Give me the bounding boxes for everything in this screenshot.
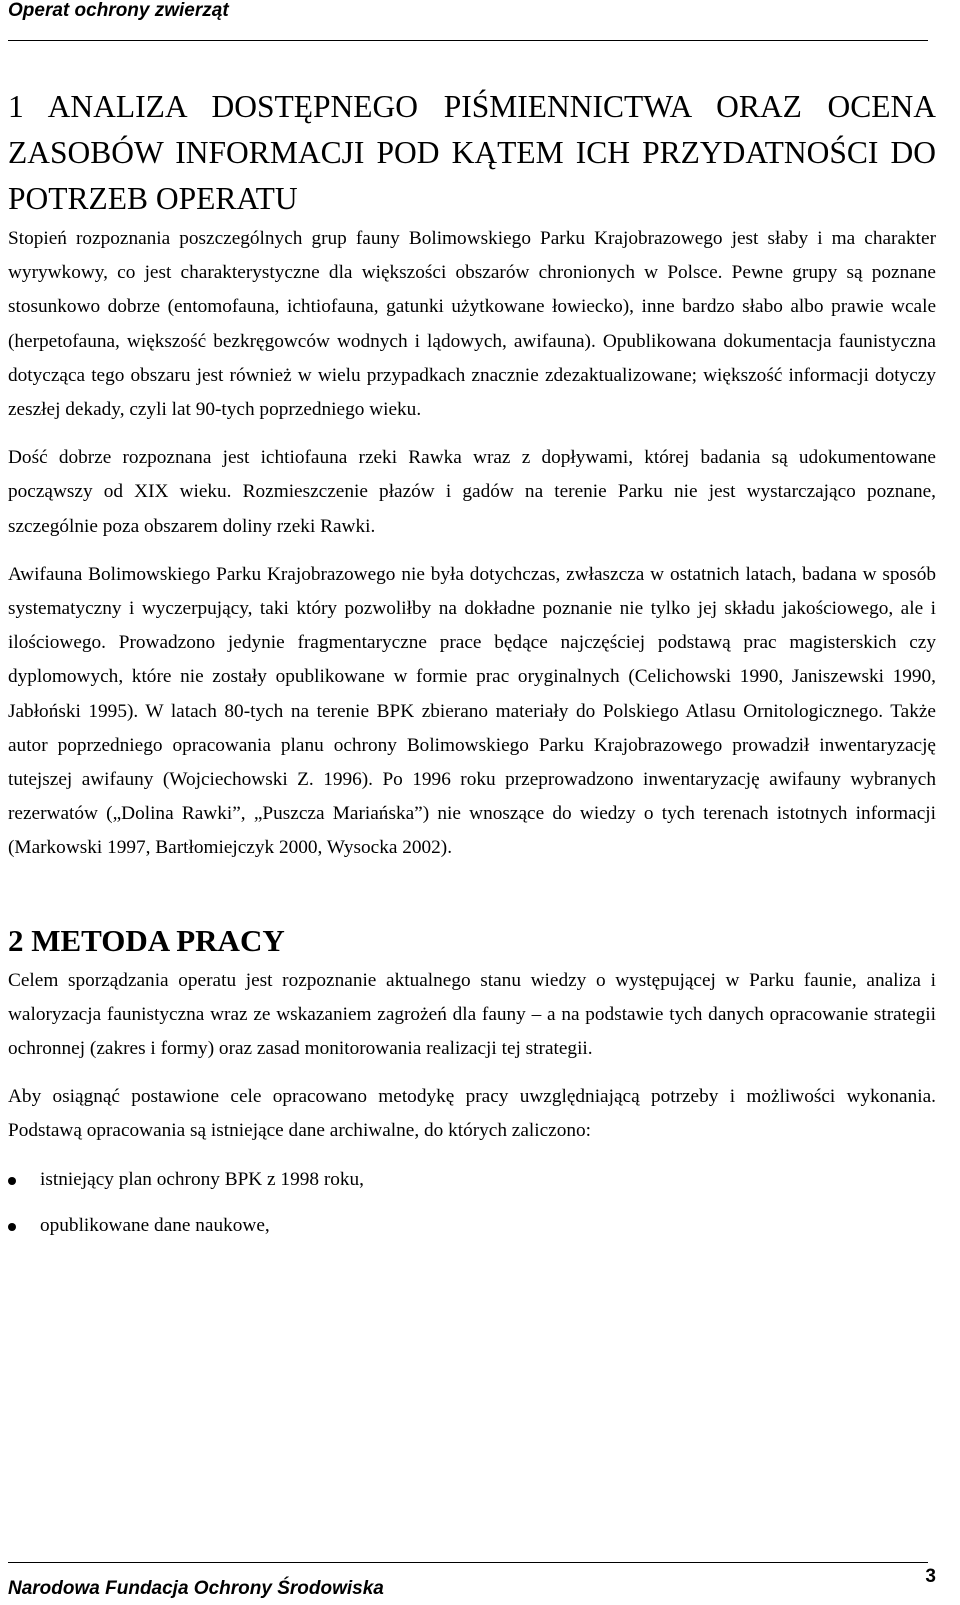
bullet-icon xyxy=(8,1177,16,1185)
list-item xyxy=(8,1209,936,1243)
page-number: 3 xyxy=(925,1566,936,1587)
section-2-paragraph-2: Aby osiągnąć postawione cele opracowano metodykę pracy uwzględniającą potrzeby i możliwości wykonania. Podstawą opracowania są istniejące dane archiwalne, do których zaliczono: xyxy=(8,1086,936,1142)
page-body xyxy=(8,84,936,1243)
footer-organization: Narodowa Fundacja Ochrony Środowiska xyxy=(8,1578,384,1599)
footer-rule xyxy=(8,1562,928,1563)
list-item-text: opublikowane dane naukowe, xyxy=(40,1214,270,1236)
running-header: Operat ochrony zwierząt xyxy=(8,0,229,21)
source-list xyxy=(8,1163,936,1243)
section-1-paragraph-3: Awifauna Bolimowskiego Parku Krajobrazowego nie była dotychczas, zwłaszcza w ostatnich latach, badana w sposób systematyczny i wyczerpujący, taki który pozwoliłby na dokładne poznanie nie tylko jej składu jakościowego, ale i ilościowego. Prowadzono jedynie fragmentaryczne prace będące najczęściej podstawą prac magisterskich czy dyplomowych, które nie zostały opublikowane w formie prac oryginalnych (Celichowski 1990, Janiszewski 1990, Jabłoński 1995). W latach 80-tych na terenie BPK zbierano materiały do Polskiego Atlasu Ornitologicznego. Także autor poprzedniego opracowania planu ochrony Bolimowskiego Parku Krajobrazowego prowadził inwentaryzację tutejszej awifauny (Wojciechowski Z. 1996). Po 1996 roku przeprowadzono inwentaryzację awifauny wybranych rezerwatów („Dolina Rawki”, „Puszcza Mariańska”) nie wnoszące do wiedzy o tych terenach istotnych informacji (Markowski 1997, Bartłomiejczyk 2000, Wysocka 2002). xyxy=(8,563,936,859)
section-2-paragraph-1: Celem sporządzania operatu jest rozpoznanie aktualnego stanu wiedzy o występującej w Parku faunie, analiza i waloryzacja faunistyczna wraz ze wskazaniem zagrożeń dla fauny – a na podstawie tych danych opracowanie strategii ochronnej (zakres i formy) oraz zasad monitorowania realizacji tej strategii. xyxy=(8,969,936,1060)
list-item xyxy=(8,1163,936,1197)
section-1-paragraph-2: Dość dobrze rozpoznana jest ichtiofauna rzeki Rawka wraz z dopływami, której badania są udokumentowane począwszy od XIX wieku. Rozmieszczenie płazów i gadów na terenie Parku nie jest wystarczająco poznane, szczególnie poza obszarem doliny rzeki Rawki. xyxy=(8,447,936,537)
list-item-text: istniejący plan ochrony BPK z 1998 roku, xyxy=(40,1168,364,1190)
section-2-heading: 2 METODA PRACY xyxy=(8,922,285,958)
header-rule xyxy=(8,40,928,41)
section-1-paragraph-1: Stopień rozpoznania poszczególnych grup fauny Bolimowskiego Parku Krajobrazowego jest słaby i ma charakter wyrywkowy, co jest charakterystyczne dla większości obszarów chronionych w Polsce. Pewne grupy są poznane stosunkowo dobrze (entomofauna, ichtiofauna, gatunki użytkowane łowiecko), inne bardzo słabo albo prawie wcale (herpetofauna, większość bezkręgowców wodnych i lądowych, awifauna). Opublikowana dokumentacja faunistyczna dotycząca tego obszaru jest również w wielu przypadkach znacznie zdezaktualizowane; większość informacji dotyczy zeszłej dekady, czyli lat 90-tych poprzedniego wieku. xyxy=(8,228,936,421)
section-1-heading: 1 ANALIZA DOSTĘPNEGO PIŚMIENNICTWA ORAZ OCENA ZASOBÓW INFORMACJI POD KĄTEM ICH PRZYDATNOŚCI DO POTRZEB OPERATU xyxy=(8,89,936,216)
bullet-icon xyxy=(8,1223,16,1231)
